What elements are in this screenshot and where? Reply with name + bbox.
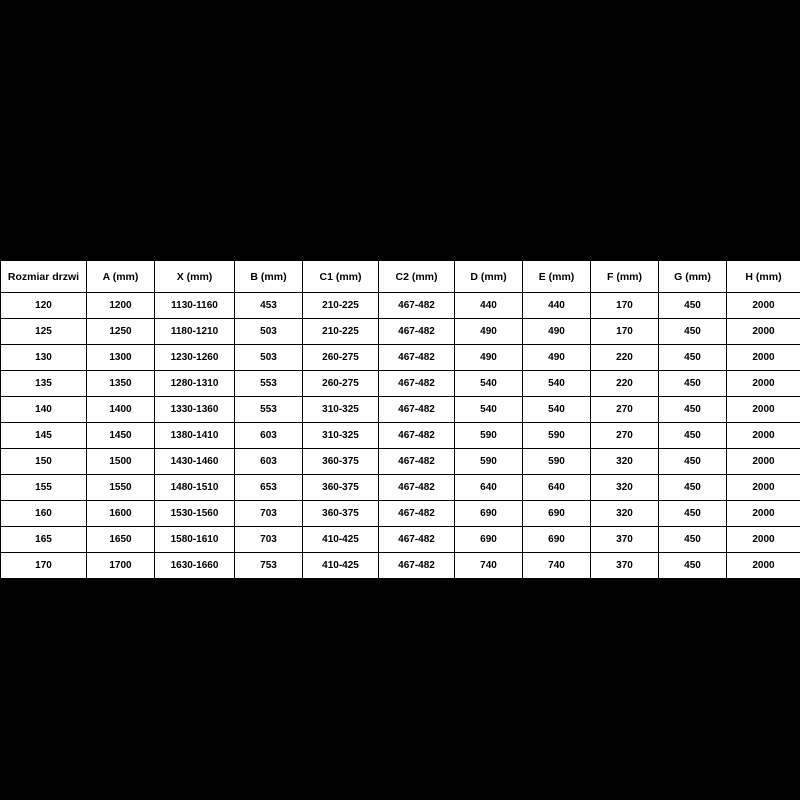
cell-h: 2000 [727,501,800,527]
cell-g: 450 [659,397,727,423]
column-header-rozmiar-drzwi: Rozmiar drzwi [1,261,87,293]
cell-e: 640 [523,475,591,501]
cell-e: 540 [523,397,591,423]
cell-b: 503 [235,345,303,371]
cell-b: 553 [235,397,303,423]
cell-e: 690 [523,527,591,553]
door-size-spec-table [0,260,800,579]
cell-x: 1430-1460 [155,449,235,475]
cell-b: 553 [235,371,303,397]
column-header-e: E (mm) [523,261,591,293]
cell-c1: 310-325 [303,423,379,449]
cell-x: 1330-1360 [155,397,235,423]
cell-h: 2000 [727,319,800,345]
column-header-c1: C1 (mm) [303,261,379,293]
cell-rozmiar-drzwi: 155 [1,475,87,501]
cell-d: 740 [455,553,523,579]
cell-rozmiar-drzwi: 170 [1,553,87,579]
cell-e: 490 [523,345,591,371]
cell-d: 690 [455,527,523,553]
cell-c2: 467-482 [379,397,455,423]
cell-g: 450 [659,423,727,449]
table-header-row [1,261,800,293]
cell-a: 1350 [87,371,155,397]
cell-f: 170 [591,319,659,345]
cell-a: 1300 [87,345,155,371]
cell-c2: 467-482 [379,449,455,475]
cell-f: 320 [591,501,659,527]
table-row [1,371,800,397]
cell-rozmiar-drzwi: 145 [1,423,87,449]
cell-e: 690 [523,501,591,527]
cell-a: 1500 [87,449,155,475]
column-header-d: D (mm) [455,261,523,293]
cell-e: 440 [523,293,591,319]
cell-g: 450 [659,475,727,501]
cell-d: 540 [455,371,523,397]
cell-a: 1600 [87,501,155,527]
table-row [1,397,800,423]
table-row [1,345,800,371]
cell-c2: 467-482 [379,319,455,345]
cell-c2: 467-482 [379,423,455,449]
cell-h: 2000 [727,345,800,371]
column-header-c2: C2 (mm) [379,261,455,293]
cell-h: 2000 [727,475,800,501]
cell-d: 590 [455,423,523,449]
cell-c1: 260-275 [303,371,379,397]
cell-b: 653 [235,475,303,501]
cell-f: 270 [591,423,659,449]
table-row [1,475,800,501]
table-body [1,293,800,579]
table-header [1,261,800,293]
cell-f: 170 [591,293,659,319]
cell-c1: 410-425 [303,527,379,553]
cell-h: 2000 [727,449,800,475]
cell-b: 703 [235,527,303,553]
cell-e: 590 [523,449,591,475]
cell-d: 690 [455,501,523,527]
cell-g: 450 [659,553,727,579]
cell-f: 320 [591,449,659,475]
cell-a: 1450 [87,423,155,449]
cell-rozmiar-drzwi: 140 [1,397,87,423]
cell-e: 490 [523,319,591,345]
cell-x: 1280-1310 [155,371,235,397]
cell-f: 370 [591,553,659,579]
cell-rozmiar-drzwi: 135 [1,371,87,397]
column-header-h: H (mm) [727,261,800,293]
cell-b: 603 [235,449,303,475]
cell-b: 453 [235,293,303,319]
cell-x: 1230-1260 [155,345,235,371]
cell-c2: 467-482 [379,345,455,371]
table-row [1,319,800,345]
column-header-a: A (mm) [87,261,155,293]
cell-f: 220 [591,371,659,397]
cell-d: 640 [455,475,523,501]
cell-g: 450 [659,371,727,397]
cell-c2: 467-482 [379,553,455,579]
cell-rozmiar-drzwi: 150 [1,449,87,475]
cell-b: 703 [235,501,303,527]
cell-d: 540 [455,397,523,423]
cell-g: 450 [659,345,727,371]
column-header-g: G (mm) [659,261,727,293]
cell-a: 1400 [87,397,155,423]
cell-f: 270 [591,397,659,423]
cell-c2: 467-482 [379,293,455,319]
cell-h: 2000 [727,397,800,423]
table-row [1,423,800,449]
cell-b: 603 [235,423,303,449]
cell-rozmiar-drzwi: 120 [1,293,87,319]
cell-g: 450 [659,501,727,527]
table-row [1,293,800,319]
table-row [1,527,800,553]
cell-rozmiar-drzwi: 125 [1,319,87,345]
cell-d: 440 [455,293,523,319]
cell-a: 1650 [87,527,155,553]
cell-g: 450 [659,527,727,553]
cell-x: 1480-1510 [155,475,235,501]
cell-h: 2000 [727,553,800,579]
cell-d: 490 [455,345,523,371]
cell-c2: 467-482 [379,527,455,553]
cell-rozmiar-drzwi: 160 [1,501,87,527]
table-row [1,449,800,475]
cell-a: 1550 [87,475,155,501]
cell-h: 2000 [727,527,800,553]
cell-x: 1530-1560 [155,501,235,527]
cell-a: 1700 [87,553,155,579]
cell-c1: 410-425 [303,553,379,579]
cell-x: 1380-1410 [155,423,235,449]
cell-g: 450 [659,293,727,319]
cell-x: 1580-1610 [155,527,235,553]
cell-h: 2000 [727,371,800,397]
cell-h: 2000 [727,293,800,319]
cell-rozmiar-drzwi: 130 [1,345,87,371]
column-header-f: F (mm) [591,261,659,293]
cell-d: 490 [455,319,523,345]
cell-f: 320 [591,475,659,501]
cell-d: 590 [455,449,523,475]
cell-b: 503 [235,319,303,345]
cell-rozmiar-drzwi: 165 [1,527,87,553]
cell-c2: 467-482 [379,501,455,527]
cell-e: 590 [523,423,591,449]
cell-c1: 260-275 [303,345,379,371]
cell-c1: 210-225 [303,293,379,319]
cell-g: 450 [659,449,727,475]
cell-c1: 210-225 [303,319,379,345]
cell-x: 1630-1660 [155,553,235,579]
cell-c1: 360-375 [303,449,379,475]
cell-g: 450 [659,319,727,345]
cell-b: 753 [235,553,303,579]
cell-c1: 360-375 [303,475,379,501]
table-row [1,501,800,527]
cell-a: 1200 [87,293,155,319]
cell-e: 740 [523,553,591,579]
spec-table-container [0,260,800,579]
column-header-b: B (mm) [235,261,303,293]
cell-f: 370 [591,527,659,553]
cell-c2: 467-482 [379,475,455,501]
cell-f: 220 [591,345,659,371]
column-header-x: X (mm) [155,261,235,293]
cell-a: 1250 [87,319,155,345]
cell-x: 1130-1160 [155,293,235,319]
cell-c1: 360-375 [303,501,379,527]
table-row [1,553,800,579]
cell-x: 1180-1210 [155,319,235,345]
cell-e: 540 [523,371,591,397]
cell-c2: 467-482 [379,371,455,397]
cell-c1: 310-325 [303,397,379,423]
cell-h: 2000 [727,423,800,449]
